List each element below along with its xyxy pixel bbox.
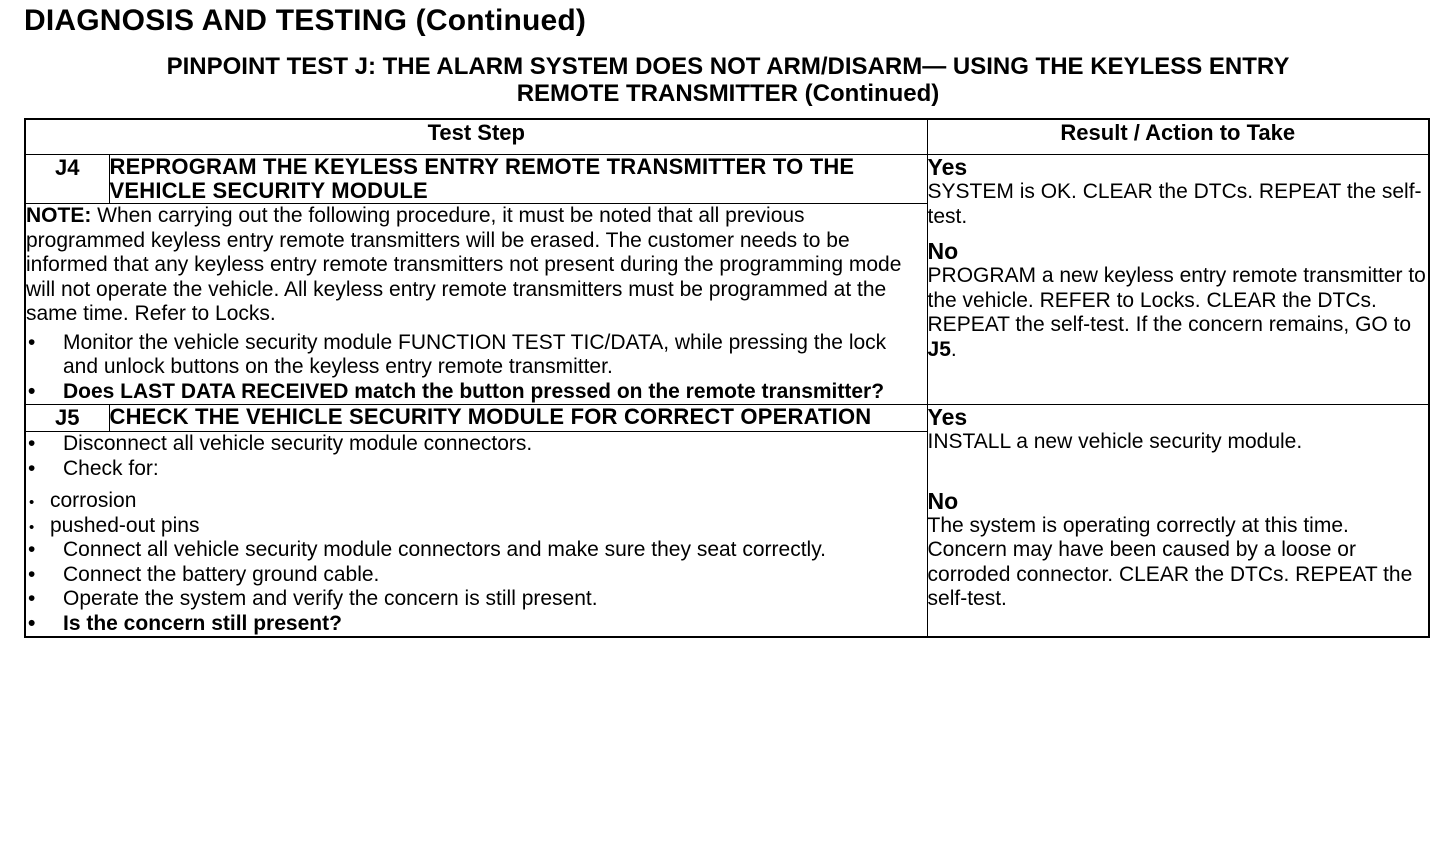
bullet-item	[26, 457, 927, 482]
pinpoint-test-title-line1: PINPOINT TEST J: THE ALARM SYSTEM DOES NOT ARM/DISARM— USING THE KEYLESS ENTRY	[166, 53, 1290, 80]
note-paragraph	[26, 204, 927, 327]
bullet-item: • Connect the battery ground cable.	[26, 563, 927, 588]
check-sublist	[28, 489, 927, 538]
sub-bullet-item: • pushed-out pins	[28, 514, 927, 539]
result-no-text: The system is operating correctly at this time. Concern may have been caused by a loose or corroded connector. CLEAR the DTCs. REPEAT the self-test.	[927, 513, 1413, 610]
step-j4-bullets	[26, 331, 927, 405]
step-id-j4: J4	[25, 155, 109, 204]
bullet-item: • Disconnect all vehicle security module connectors.	[26, 432, 927, 457]
result-no-label: No	[927, 238, 959, 264]
page-title: DIAGNOSIS AND TESTING (Continued)	[24, 4, 587, 37]
step-id-j5: J5	[25, 405, 109, 432]
bullet-item: • Connect all vehicle security module connectors and make sure they seat correctly.	[26, 538, 927, 563]
step-title-j5: CHECK THE VEHICLE SECURITY MODULE FOR CORRECT OPERATION	[109, 405, 927, 432]
result-cell-j5	[927, 405, 1429, 638]
note-label: NOTE:	[26, 204, 92, 227]
step-body-j5	[25, 432, 927, 638]
pinpoint-test-title	[40, 53, 1416, 107]
pinpoint-test-title-line2: REMOTE TRANSMITTER (Continued)	[516, 80, 940, 107]
result-yes-text: INSTALL a new vehicle security module.	[927, 430, 1303, 453]
result-no-label: No	[927, 487, 959, 514]
step-j5-bullets	[26, 432, 927, 481]
step-title-j4: REPROGRAM THE KEYLESS ENTRY REMOTE TRANSMITTER TO THE VEHICLE SECURITY MODULE	[109, 155, 927, 204]
step-j5-bullets-continued	[26, 538, 927, 636]
result-yes-j4	[928, 155, 1429, 229]
result-no-text-main: PROGRAM a new keyless entry remote transmitter to the vehicle. REFER to Locks. CLEAR the DTCs. REPEAT the self-test. If the concern remains, GO to	[927, 264, 1426, 336]
bullet-item: • Operate the system and verify the concern is still present.	[26, 587, 927, 612]
goto-step-ref: J5	[927, 337, 951, 361]
bullet-question: • Does LAST DATA RECEIVED match the button pressed on the remote transmitter?	[26, 380, 927, 405]
bullet-text: Check for:	[63, 456, 159, 480]
sub-bullet-item: • corrosion	[28, 489, 927, 514]
pinpoint-test-table	[24, 118, 1430, 638]
result-yes-text: SYSTEM is OK. CLEAR the DTCs. REPEAT the self-test.	[927, 180, 1422, 228]
result-no-text-end: .	[950, 337, 957, 361]
result-no-j5	[928, 489, 1429, 612]
note-text: When carrying out the following procedure, it must be noted that all previous programmed keyless entry remote transmitters will be erased. The customer needs to be informed that any keyless entry remote transmitters not present during the programming mode will not operate the vehicle. All keyless entry remote transmitters must be programmed at the same time. Refer to Locks.	[26, 204, 902, 325]
step-body-j4	[25, 204, 927, 405]
bullet-question: • Is the concern still present?	[26, 612, 927, 637]
result-yes-label: Yes	[927, 404, 968, 430]
column-header-result: Result / Action to Take	[927, 119, 1429, 155]
result-yes-j5	[928, 405, 1429, 455]
result-no-j4	[928, 239, 1429, 362]
result-cell-j4	[927, 155, 1429, 405]
table-header-row	[25, 119, 1429, 155]
step-j4-title-row	[25, 155, 1429, 204]
column-header-test-step: Test Step	[25, 119, 927, 155]
step-j5-title-row	[25, 405, 1429, 432]
result-no-text	[928, 264, 1429, 362]
bullet-item: • Monitor the vehicle security module FUNCTION TEST TIC/DATA, while pressing the lock and unlock buttons on the keyless entry remote transmitter.	[26, 331, 927, 380]
result-yes-label: Yes	[927, 154, 968, 180]
